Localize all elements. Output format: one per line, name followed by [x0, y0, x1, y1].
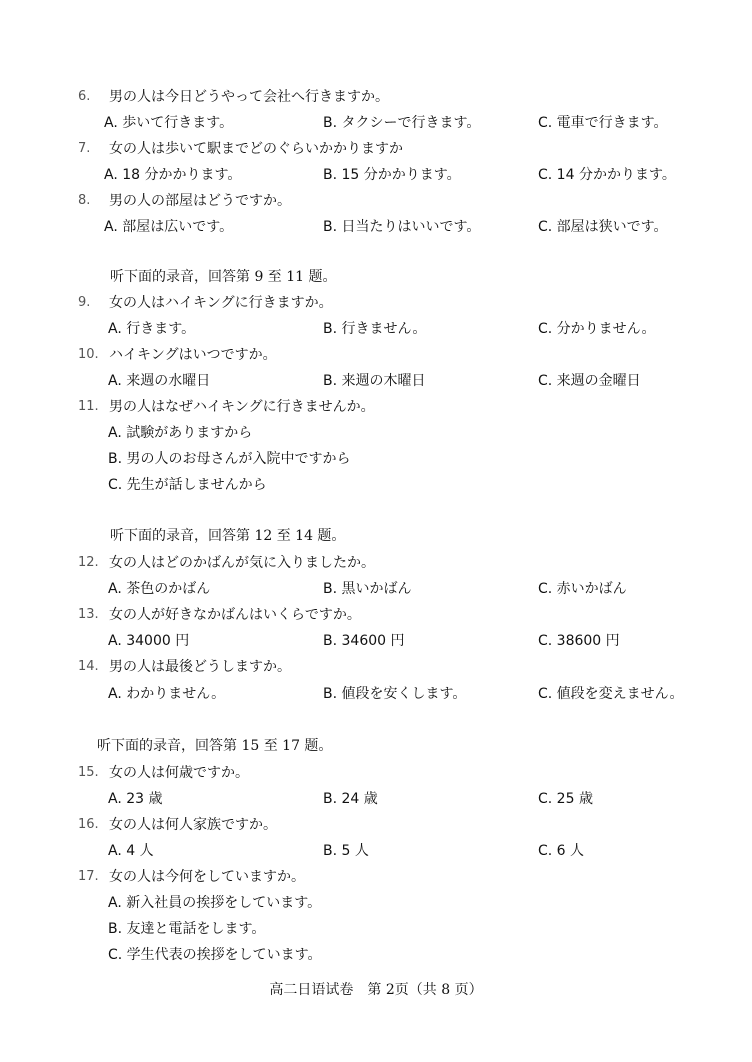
option-b: B. タクシーで行きます。 [323, 115, 481, 131]
question-number: 11. [78, 399, 99, 414]
question-text: ハイキングはいつですか。 [109, 347, 277, 363]
question-16 [0, 815, 752, 835]
option-a: A. 行きます。 [108, 321, 196, 337]
option-c: C. 電車で行きます。 [538, 115, 668, 131]
option-a: A. 23 歳 [108, 791, 163, 807]
option-b: B. 黒いかばん [323, 581, 412, 597]
option-b: B. 来週の木曜日 [323, 373, 426, 389]
option-a: A. 歩いて行きます。 [104, 115, 234, 131]
option-b: B. 値段を安くします。 [323, 686, 467, 702]
question-number: 7. [78, 141, 91, 156]
question-12 [0, 553, 752, 573]
instruction-text: 听下面的录音，回答第 12 至 14 题。 [110, 528, 346, 544]
options-13 [0, 631, 752, 651]
question-text: 女の人が好きなかばんはいくらですか。 [109, 607, 361, 623]
question-text: 女の人は歩いて駅までどのぐらいかかりますか [109, 141, 403, 157]
question-6 [0, 87, 752, 107]
option-a: A. 34000 円 [108, 633, 190, 649]
options-8 [0, 217, 752, 237]
option-a: A. 部屋は広いです。 [104, 219, 234, 235]
section-instruction-12-14 [0, 526, 752, 546]
question-number: 8. [78, 193, 91, 208]
question-14 [0, 657, 752, 677]
options-10 [0, 371, 752, 391]
option-a: A. 茶色のかばん [108, 581, 211, 597]
question-number: 9. [78, 295, 91, 310]
option-c: C. 部屋は狭いです。 [538, 219, 668, 235]
option-c-line [0, 475, 752, 495]
question-8 [0, 191, 752, 211]
option-c: C. 赤いかばん [538, 581, 627, 597]
option-a: A. わかりません。 [108, 686, 226, 702]
question-text: 男の人は今日どうやって会社へ行きますか。 [109, 89, 389, 105]
option-b: B. 34600 円 [323, 633, 405, 649]
option-b: B. 15 分かかります。 [323, 167, 461, 183]
question-15 [0, 763, 752, 783]
question-number: 17. [78, 869, 99, 884]
option-b-line [0, 919, 752, 939]
question-7 [0, 139, 752, 159]
question-number: 6. [78, 89, 91, 104]
option-b: B. 5 人 [323, 843, 369, 859]
question-11 [0, 397, 752, 417]
options-16 [0, 841, 752, 861]
option-c: C. 25 歳 [538, 791, 593, 807]
option-a: A. 新入社員の挨拶をしています。 [108, 895, 322, 911]
option-a: A. 4 人 [108, 843, 154, 859]
instruction-text: 听下面的录音，回答第 15 至 17 题。 [97, 738, 333, 754]
question-text: 男の人は最後どうしますか。 [109, 659, 291, 675]
option-c: C. 38600 円 [538, 633, 620, 649]
page-footer: 高二日语试卷 第 2页（共 8 页） [269, 982, 483, 998]
option-c: C. 6 人 [538, 843, 585, 859]
options-14 [0, 684, 752, 704]
option-c-line [0, 945, 752, 965]
option-c: C. 先生が話しませんから [108, 477, 267, 493]
option-a-line [0, 893, 752, 913]
option-a: A. 来週の水曜日 [108, 373, 211, 389]
question-13 [0, 605, 752, 625]
question-number: 16. [78, 817, 99, 832]
question-number: 10. [78, 347, 99, 362]
option-b: B. 24 歳 [323, 791, 378, 807]
option-b: B. 日当たりはいいです。 [323, 219, 481, 235]
section-instruction-15-17 [0, 736, 752, 756]
question-text: 女の人は今何をしていますか。 [109, 869, 305, 885]
option-c: C. 来週の金曜日 [538, 373, 641, 389]
question-17 [0, 867, 752, 887]
question-text: 女の人は何人家族ですか。 [109, 817, 277, 833]
option-c: C. 値段を変えません。 [538, 686, 684, 702]
options-15 [0, 789, 752, 809]
option-c: C. 14 分かかります。 [538, 167, 676, 183]
question-text: 女の人はハイキングに行きますか。 [109, 295, 333, 311]
section-instruction-9-11 [0, 267, 752, 287]
option-a-line [0, 423, 752, 443]
option-c: C. 学生代表の挨拶をしています。 [108, 947, 322, 963]
option-b: B. 友達と電話をします。 [108, 921, 266, 937]
question-text: 女の人はどのかばんが気に入りましたか。 [109, 555, 375, 571]
question-number: 13. [78, 607, 99, 622]
question-10 [0, 345, 752, 365]
option-a: A. 試験がありますから [108, 425, 253, 441]
question-number: 14. [78, 659, 99, 674]
instruction-text: 听下面的录音，回答第 9 至 11 题。 [110, 269, 337, 285]
option-b: B. 男の人のお母さんが入院中ですから [108, 451, 351, 467]
option-b-line [0, 449, 752, 469]
options-6 [0, 113, 752, 133]
options-7 [0, 165, 752, 185]
question-number: 12. [78, 555, 99, 570]
question-text: 女の人は何歳ですか。 [109, 765, 249, 781]
options-12 [0, 579, 752, 599]
option-a: A. 18 分かかります。 [104, 167, 242, 183]
option-c: C. 分かりません。 [538, 321, 656, 337]
question-text: 男の人はなぜハイキングに行きませんか。 [109, 399, 375, 415]
options-9 [0, 319, 752, 339]
question-number: 15. [78, 765, 99, 780]
question-text: 男の人の部屋はどうですか。 [109, 193, 291, 209]
question-9 [0, 293, 752, 313]
option-b: B. 行きません。 [323, 321, 427, 337]
